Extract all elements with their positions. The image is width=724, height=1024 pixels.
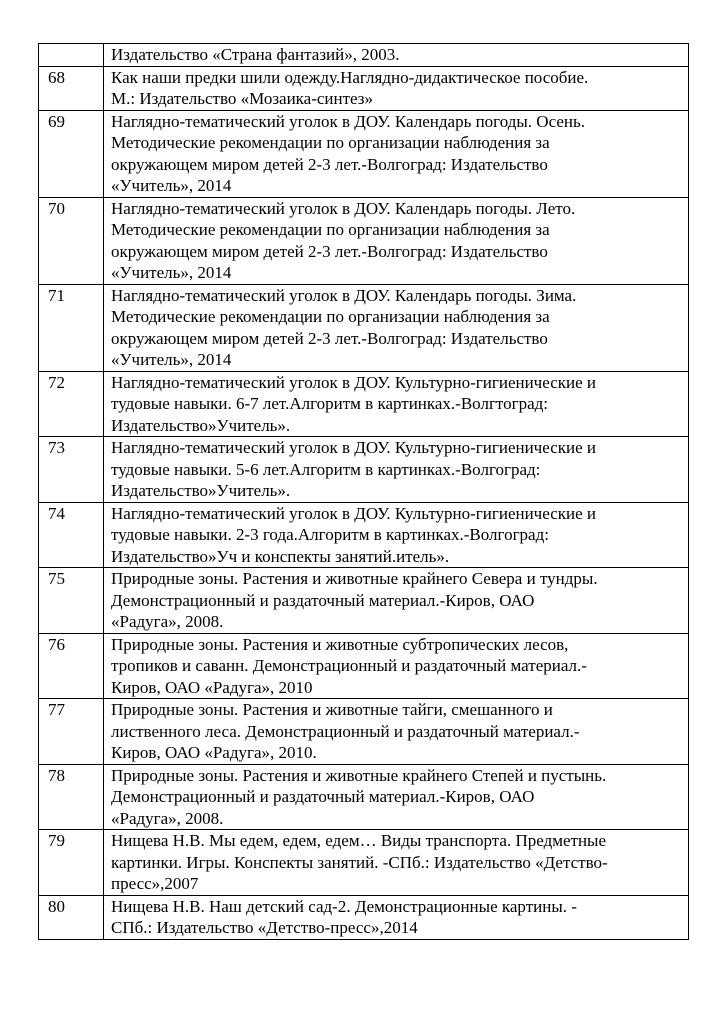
table-row xyxy=(39,699,689,765)
table-row xyxy=(39,764,689,830)
row-number: 73 xyxy=(39,437,104,503)
table-row xyxy=(39,437,689,503)
row-number: 69 xyxy=(39,110,104,197)
row-text-line: Издательство»Уч и конспекты занятий.итель». xyxy=(111,546,450,566)
row-number: 70 xyxy=(39,197,104,284)
row-text-line: Методические рекомендации по организации наблюдения за xyxy=(111,307,550,326)
row-text-line: «Учитель», 2014 xyxy=(111,263,232,282)
table-row xyxy=(39,284,689,371)
row-number: 75 xyxy=(39,568,104,634)
row-text-line: «Радуга», 2008. xyxy=(111,808,224,828)
row-number: 76 xyxy=(39,633,104,699)
row-text-line: окружающем миром детей 2-3 лет.-Волгоград: Издательство xyxy=(111,328,548,348)
row-text-line: Киров, ОАО «Радуга», 2010. xyxy=(111,743,317,762)
row-text-line: СПб.: Издательство «Детство-пресс»,2014 xyxy=(111,918,418,937)
row-text xyxy=(104,44,689,67)
row-number: 74 xyxy=(39,502,104,568)
row-text xyxy=(104,197,689,284)
row-text xyxy=(104,699,689,765)
row-text xyxy=(104,502,689,568)
row-text-line: Издательство»Учитель». xyxy=(111,415,291,435)
row-text-line: Наглядно-тематический уголок в ДОУ. Календарь погоды. Зима. xyxy=(111,285,577,305)
row-text-line: Издательство»Учитель». xyxy=(111,481,291,500)
row-text xyxy=(104,437,689,503)
row-text-line: картинки. Игры. Конспекты занятий. -СПб.: Издательство «Детство- xyxy=(111,852,608,872)
row-text-line: Наглядно-тематический уголок в ДОУ. Культурно-гигиенические и xyxy=(111,438,596,457)
row-number: 71 xyxy=(39,284,104,371)
row-text-line: «Радуга», 2008. xyxy=(111,612,224,631)
table-row xyxy=(39,568,689,634)
table-row xyxy=(39,197,689,284)
row-text-line: тудовые навыки. 5-6 лет.Алгоритм в картинках.-Волгоград: xyxy=(111,459,541,479)
row-text-line: тропиков и саванн. Демонстрационный и раздаточный материал.- xyxy=(111,656,587,675)
table-row xyxy=(39,633,689,699)
table-row xyxy=(39,502,689,568)
table-row xyxy=(39,110,689,197)
row-text-line: лиственного леса. Демонстрационный и раздаточный материал.- xyxy=(111,721,580,741)
row-text-line: Демонстрационный и раздаточный материал.-Киров, ОАО xyxy=(111,590,535,610)
row-text-line: М.: Издательство «Мозаика-синтез» xyxy=(111,89,374,108)
row-text-line: Наглядно-тематический уголок в ДОУ. Календарь погоды. Осень. xyxy=(111,111,585,131)
row-text xyxy=(104,66,689,110)
row-text-line: Природные зоны. Растения и животные субтропических лесов, xyxy=(111,634,569,654)
row-text-line: Издательство «Страна фантазий», 2003. xyxy=(111,45,400,64)
row-text-line: окружающем миром детей 2-3 лет.-Волгоград: Издательство xyxy=(111,154,548,174)
row-text-line: Природные зоны. Растения и животные крайнего Степей и пустынь. xyxy=(111,765,607,785)
row-text-line: Наглядно-тематический уголок в ДОУ. Культурно-гигиенические и xyxy=(111,503,596,523)
row-text xyxy=(104,110,689,197)
row-text-line: Как наши предки шили одежду.Наглядно-дидактическое пособие. xyxy=(111,67,589,87)
row-text xyxy=(104,371,689,437)
row-number: 77 xyxy=(39,699,104,765)
row-text-line: пресс»,2007 xyxy=(111,874,199,893)
row-number: 78 xyxy=(39,764,104,830)
row-text-line: Нищева Н.В. Наш детский сад-2. Демонстрационные картины. - xyxy=(111,896,577,916)
row-text-line: тудовые навыки. 6-7 лет.Алгоритм в картинках.-Волгтоград: xyxy=(111,394,549,413)
row-text xyxy=(104,633,689,699)
table-row xyxy=(39,895,689,939)
row-number: 79 xyxy=(39,830,104,896)
row-text xyxy=(104,830,689,896)
row-text-line: Природные зоны. Растения и животные тайги, смешанного и xyxy=(111,700,553,719)
row-number: 68 xyxy=(39,66,104,110)
bibliography-table xyxy=(38,43,689,940)
row-text-line: тудовые навыки. 2-3 года.Алгоритм в картинках.-Волгоград: xyxy=(111,525,549,544)
row-number: 80 xyxy=(39,895,104,939)
row-text xyxy=(104,568,689,634)
row-text-line: Нищева Н.В. Мы едем, едем, едем… Виды транспорта. Предметные xyxy=(111,831,607,850)
table-row xyxy=(39,371,689,437)
table-row xyxy=(39,830,689,896)
row-text xyxy=(104,895,689,939)
row-text-line: Наглядно-тематический уголок в ДОУ. Календарь погоды. Лето. xyxy=(111,198,576,218)
row-text-line: Природные зоны. Растения и животные крайнего Севера и тундры. xyxy=(111,569,598,588)
table-row xyxy=(39,66,689,110)
row-text-line: «Учитель», 2014 xyxy=(111,176,232,195)
row-text-line: Методические рекомендации по организации наблюдения за xyxy=(111,220,550,239)
row-number: 72 xyxy=(39,371,104,437)
table-row xyxy=(39,44,689,67)
row-text-line: Методические рекомендации по организации наблюдения за xyxy=(111,133,550,152)
row-text-line: Демонстрационный и раздаточный материал.-Киров, ОАО xyxy=(111,787,535,806)
row-text xyxy=(104,284,689,371)
row-text xyxy=(104,764,689,830)
row-number xyxy=(39,44,104,67)
row-text-line: Киров, ОАО «Радуга», 2010 xyxy=(111,677,313,697)
row-text-line: «Учитель», 2014 xyxy=(111,350,232,369)
row-text-line: окружающем миром детей 2-3 лет.-Волгоград: Издательство xyxy=(111,241,548,261)
row-text-line: Наглядно-тематический уголок в ДОУ. Культурно-гигиенические и xyxy=(111,372,596,392)
